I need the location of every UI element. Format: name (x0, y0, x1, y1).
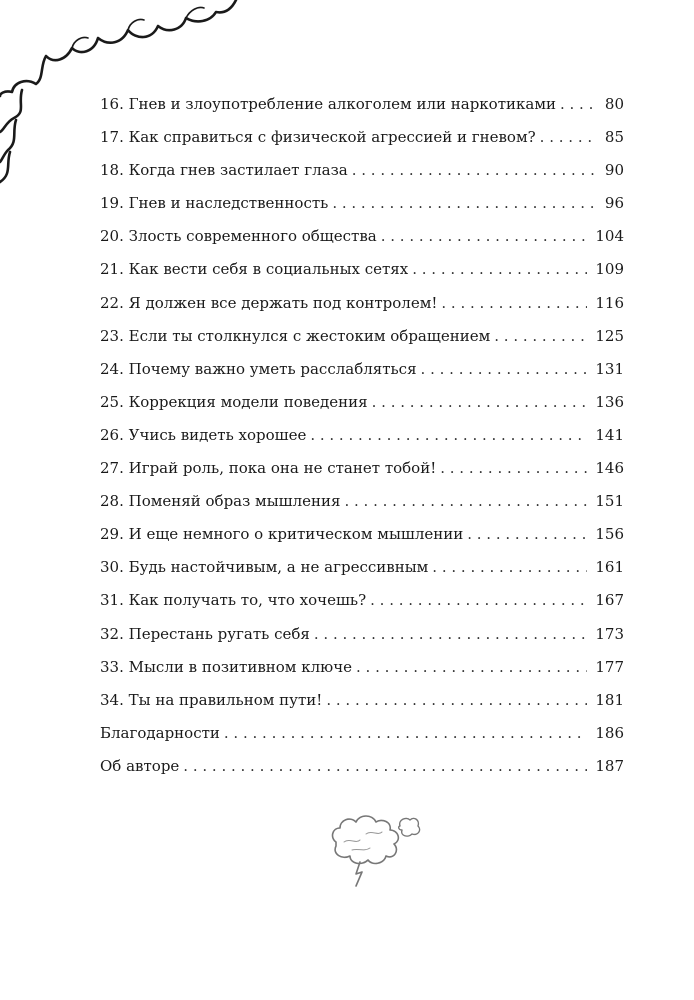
toc-entry-page: 173 (595, 624, 624, 643)
toc-entry-page: 156 (595, 525, 624, 544)
toc-entry[interactable] (100, 717, 624, 750)
toc-entry[interactable] (100, 121, 624, 154)
angry-cloud-lightning-icon (322, 812, 422, 892)
toc-entry-title: 25. Коррекция модели поведения (100, 392, 368, 411)
dot-leader (494, 320, 587, 353)
toc-entry-title: 32. Перестань ругать себя (100, 624, 310, 643)
dot-leader (440, 452, 587, 485)
toc-entry-page: 161 (595, 558, 624, 577)
toc-entry[interactable] (100, 518, 624, 551)
toc-entry-page: 90 (604, 161, 624, 180)
dot-leader (344, 485, 587, 518)
dot-leader (441, 287, 587, 320)
dot-leader (421, 353, 588, 386)
toc-entry-title: 16. Гнев и злоупотребление алкоголем или наркотиками (100, 95, 556, 113)
toc-entry[interactable] (100, 684, 624, 717)
toc-entry-title: 26. Учись видеть хорошее (100, 425, 307, 444)
toc-entry[interactable] (100, 220, 624, 253)
dot-leader (356, 651, 587, 684)
toc-entry[interactable] (100, 618, 624, 651)
toc-entry-page: 146 (595, 459, 624, 478)
dot-leader (332, 187, 597, 220)
dot-leader (540, 121, 597, 154)
toc-entry[interactable] (100, 154, 624, 187)
toc-entry[interactable] (100, 419, 624, 452)
toc-entry[interactable] (100, 187, 624, 220)
toc-entry-title: Благодарности (100, 723, 220, 742)
toc-entry-title: 34. Ты на правильном пути! (100, 690, 323, 709)
toc-entry-title: 19. Гнев и наследственность (100, 194, 329, 213)
toc-entry-title: 31. Как получать то, что хочешь? (100, 591, 367, 610)
dot-leader (432, 551, 587, 584)
toc-entry-title: 33. Мысли в позитивном ключе (100, 657, 352, 676)
toc-entry[interactable] (100, 287, 624, 320)
toc-entry-title: 18. Когда гнев застилает глаза (100, 161, 348, 180)
toc-entry-page: 80 (604, 95, 624, 113)
toc-entry[interactable] (100, 551, 624, 584)
toc-entry-page: 186 (595, 723, 624, 742)
dot-leader (326, 684, 587, 717)
dot-leader (314, 618, 587, 651)
toc-entry-page: 104 (595, 227, 624, 246)
toc-entry-page: 187 (595, 756, 624, 775)
dot-leader (412, 253, 587, 286)
toc-entry-page: 181 (595, 690, 624, 709)
toc-entry-page: 151 (595, 492, 624, 511)
toc-entry-title: 17. Как справиться с физической агрессией и гневом? (100, 128, 536, 147)
toc-entry-title: Об авторе (100, 756, 180, 775)
dot-leader (224, 717, 587, 750)
dot-leader (381, 220, 588, 253)
dot-leader (370, 584, 587, 617)
toc-entry-title: 28. Поменяй образ мышления (100, 492, 341, 511)
toc-entry[interactable] (100, 386, 624, 419)
toc-entry-page: 125 (595, 326, 624, 345)
dot-leader (467, 518, 587, 551)
toc-entry[interactable] (100, 584, 624, 617)
toc-entry[interactable] (100, 485, 624, 518)
dot-leader (352, 154, 597, 187)
dot-leader (183, 750, 587, 783)
toc-entry-page: 109 (595, 260, 624, 279)
toc-entry[interactable] (100, 452, 624, 485)
toc-entry[interactable] (100, 320, 624, 353)
toc-entry-title: 23. Если ты столкнулся с жестоким обращением (100, 326, 491, 345)
toc-entry-page: 131 (595, 359, 624, 378)
toc-entry-title: 22. Я должен все держать под контролем! (100, 293, 438, 312)
toc-entry-page: 177 (595, 657, 624, 676)
dot-leader (310, 419, 587, 452)
toc-entry-title: 29. И еще немного о критическом мышлении (100, 525, 464, 544)
toc-entry-page: 85 (604, 128, 624, 147)
toc-entry[interactable] (100, 651, 624, 684)
toc-entry-page: 96 (604, 194, 624, 213)
toc-entry-page: 141 (595, 425, 624, 444)
toc-entry-page: 167 (595, 591, 624, 610)
dot-leader (560, 88, 597, 121)
toc-entry-title: 27. Играй роль, пока она не станет тобой! (100, 459, 437, 478)
toc-entry-title: 24. Почему важно уметь расслабляться (100, 359, 417, 378)
toc-entry-page: 136 (595, 392, 624, 411)
toc-entry[interactable] (100, 253, 624, 286)
dot-leader (372, 386, 588, 419)
toc-entry[interactable] (100, 88, 624, 121)
toc-entry[interactable] (100, 353, 624, 386)
toc-entry-page: 116 (595, 293, 624, 312)
table-of-contents (100, 88, 624, 783)
toc-entry-title: 30. Будь настойчивым, а не агрессивным (100, 558, 429, 577)
toc-entry-title: 21. Как вести себя в социальных сетях (100, 260, 409, 279)
toc-entry-title: 20. Злость современного общества (100, 227, 377, 246)
toc-entry[interactable] (100, 750, 624, 783)
